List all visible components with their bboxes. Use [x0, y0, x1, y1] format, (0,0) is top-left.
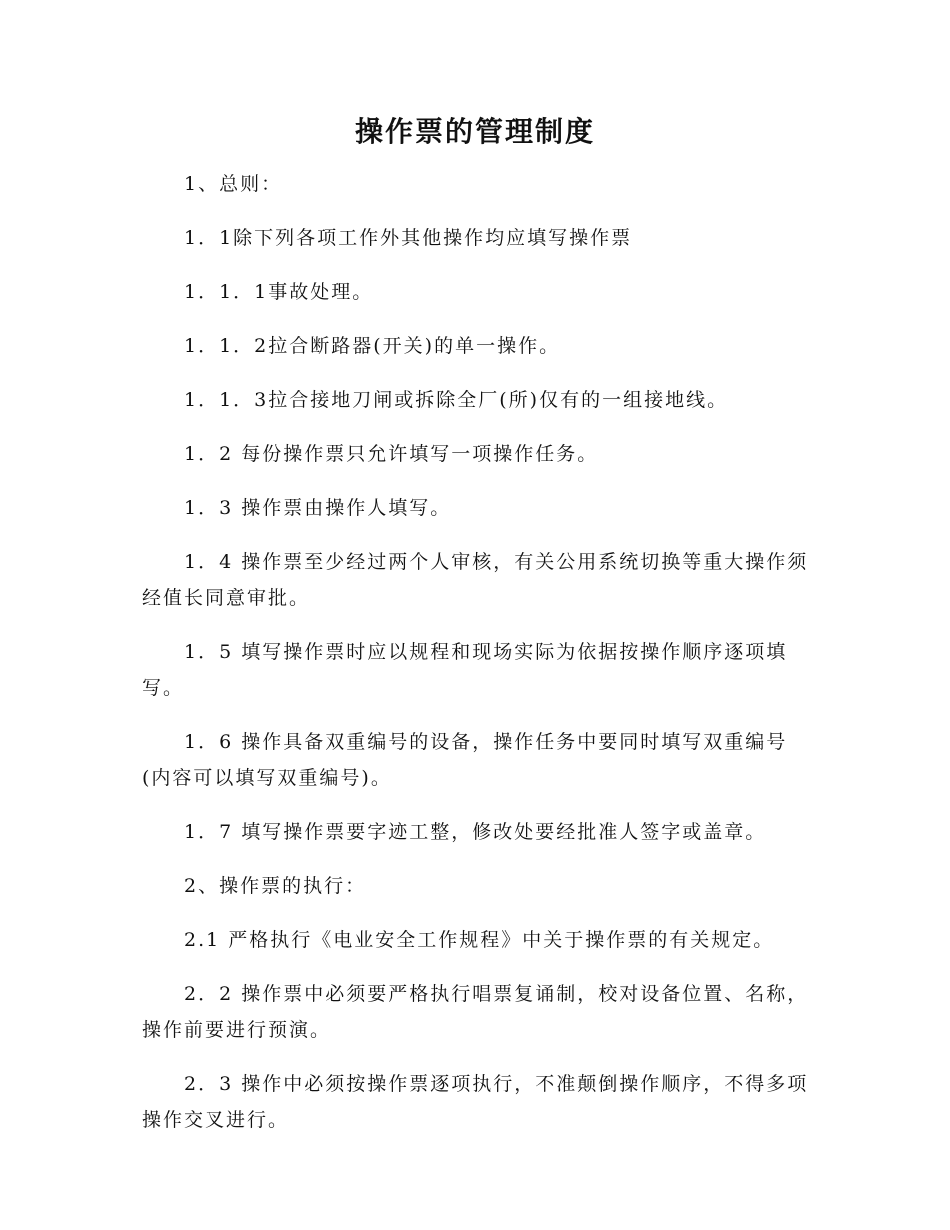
paragraph-15: 2．3 操作中必须按操作票逐项执行，不准颠倒操作顺序，不得多项操作交叉进行。: [142, 1073, 809, 1131]
paragraph-3: 1．1．1事故处理。: [184, 281, 374, 303]
paragraph-11: 1．7 填写操作票要字迹工整，修改处要经批准人签字或盖章。: [184, 821, 767, 843]
paragraph-12: 2、操作票的执行：: [184, 875, 367, 897]
paragraph-9: 1．5 填写操作票时应以规程和现场实际为依据按操作顺序逐项填写。: [142, 641, 788, 699]
paragraph-5: 1．1．3拉合接地刀闸或拆除全厂(所)仅有的一组接地线。: [184, 389, 729, 411]
paragraph-13: 2.1 严格执行《电业安全工作规程》中关于操作票的有关规定。: [184, 929, 775, 951]
paragraph-2: 1．1除下列各项工作外其他操作均应填写操作票: [184, 227, 633, 249]
paragraph-6: 1．2 每份操作票只允许填写一项操作任务。: [184, 443, 599, 465]
paragraph-1: 1、总则：: [184, 173, 283, 195]
document-body: [142, 166, 810, 1156]
paragraph-8: 1．4 操作票至少经过两个人审核，有关公用系统切换等重大操作须经值长同意审批。: [142, 551, 809, 609]
paragraph-7: 1．3 操作票由操作人填写。: [184, 497, 452, 519]
paragraph-4: 1．1．2拉合断路器(开关)的单一操作。: [184, 335, 561, 357]
paragraph-14: 2．2 操作票中必须要严格执行唱票复诵制，校对设备位置、名称，操作前要进行预演。: [142, 983, 809, 1041]
page-title: 操作票的管理制度: [354, 115, 595, 148]
paragraph-10: 1．6 操作具备双重编号的设备，操作任务中要同时填写双重编号(内容可以填写双重编号)。: [142, 731, 788, 789]
